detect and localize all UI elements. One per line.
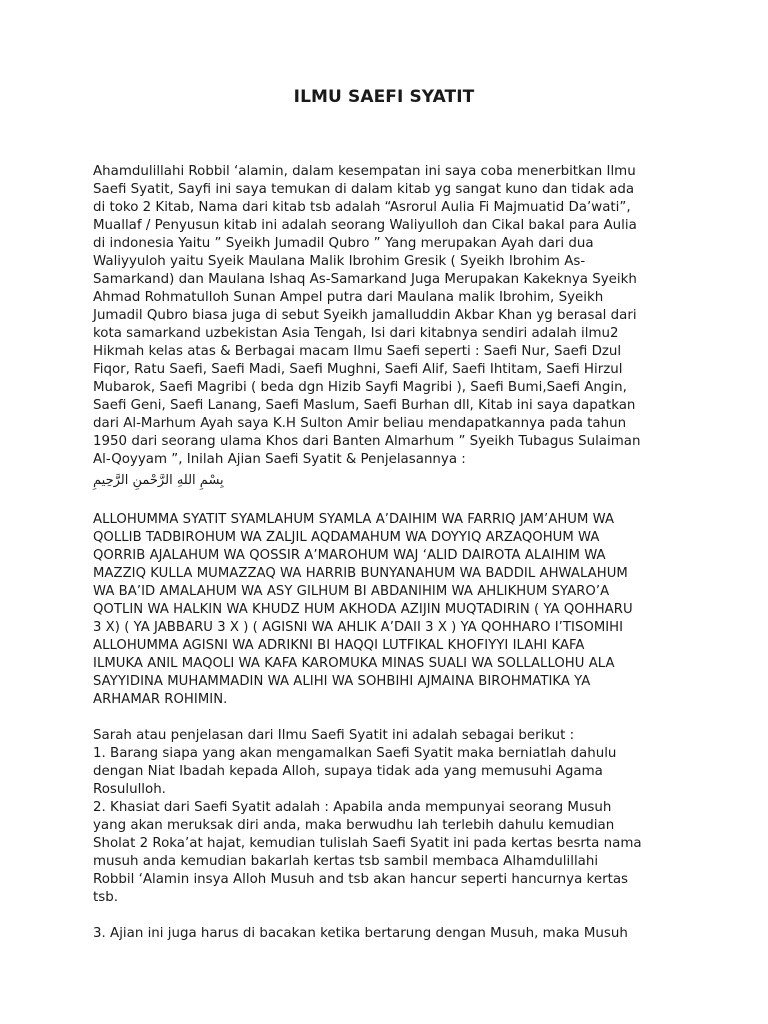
text-line: Sholat 2 Roka’at hajat, kemudian tulislah Saefi Syatit ini pada kertas besrta nama — [93, 836, 642, 851]
text-line: 2. Khasiat dari Saefi Syatit adalah : Apabila anda mempunyai seorang Musuh — [93, 800, 612, 815]
text-line: di toko 2 Kitab, Nama dari kitab tsb adalah “Asrorul Aulia Fi Majmuatid Da’wati”, — [93, 200, 631, 215]
text-line: Mubarok, Saefi Magribi ( beda dgn Hizib Sayfi Magribi ), Saefi Bumi,Saefi Angin, — [93, 380, 627, 395]
text-line: di indonesia Yaitu ” Syeikh Jumadil Qubro ” Yang merupakan Ayah dari dua — [93, 236, 594, 251]
text-line: ALLOHUMMA SYATIT SYAMLAHUM SYAMLA A’DAIHIM WA FARRIQ JAM’AHUM WA — [93, 512, 615, 527]
text-line: Fiqor, Ratu Saefi, Saefi Madi, Saefi Mughni, Saefi Alif, Saefi Ihtitam, Saefi Hirzul — [93, 362, 623, 377]
text-line: dengan Niat Ibadah kepada Alloh, supaya tidak ada yang memusuhi Agama — [93, 764, 603, 779]
text-line: Al-Qoyyam ”, Inilah Ajian Saefi Syatit & Penjelasannya : — [93, 452, 466, 467]
text-line: MAZZIQ KULLA MUMAZZAQ WA HARRIB BUNYANAHUM WA BADDIL AHWALAHUM — [93, 566, 628, 581]
text-line: 3. Ajian ini juga harus di bacakan ketika bertarung dengan Musuh, maka Musuh — [93, 926, 628, 941]
text-line: Samarkand) dan Maulana Ishaq As-Samarkand Juga Merupakan Kakeknya Syeikh — [93, 272, 637, 287]
text-line: Saefi Geni, Saefi Lanang, Saefi Maslum, Saefi Burhan dll, Kitab ini saya dapatkan — [93, 398, 636, 413]
text-line: Ahamdulillahi Robbil ‘alamin, dalam kesempatan ini saya coba menerbitkan Ilmu — [93, 164, 636, 179]
point-3-paragraph — [93, 925, 683, 943]
text-line: WA BA’ID AMALAHUM WA ASY GILHUM BI ABDANIHIM WA AHLIKHUM SYARO’A — [93, 584, 610, 599]
text-line: Jumadil Qubro biasa juga di sebut Syeikh jamalluddin Akbar Khan yg berasal dari — [93, 308, 637, 323]
text-line: ARHAMAR ROHIMIN. — [93, 692, 228, 707]
document-title: ILMU SAEFI SYATIT — [293, 87, 475, 107]
paragraph-gap — [93, 907, 683, 925]
explanation-paragraph — [93, 727, 683, 907]
text-line: SAYYIDINA MUHAMMADIN WA ALIHI WA SOHBIHI AJMAINA BIROHMATIKA YA — [93, 674, 591, 689]
text-line: Sarah atau penjelasan dari Ilmu Saefi Syatit ini adalah sebagai berikut : — [93, 728, 575, 743]
text-line: QOTLIN WA HALKIN WA KHUDZ HUM AKHODA AZIJIN MUQTADIRIN ( YA QOHHARU — [93, 602, 633, 617]
text-line: Waliyyuloh yaitu Syeik Maulana Malik Ibrohim Gresik ( Syeikh Ibrohim As- — [93, 254, 586, 269]
text-line: yang akan meruksak diri anda, maka berwudhu lah terlebih dahulu kemudian — [93, 818, 615, 833]
text-line: 1950 dari seorang ulama Khos dari Banten Almarhum ” Syeikh Tubagus Sulaiman — [93, 434, 641, 449]
paragraph-gap — [93, 709, 683, 727]
text-line: Saefi Syatit, Sayfi ini saya temukan di dalam kitab yg sangat kuno dan tidak ada — [93, 182, 635, 197]
bismillah-arabic: بِسْمِ اللهِ الرَّحْمنِ الرَّحِيمِ — [93, 473, 224, 488]
text-line: Ahmad Rohmatulloh Sunan Ampel putra dari Maulana malik Ibrohim, Syeikh — [93, 290, 604, 305]
text-line: Muallaf / Penyusun kitab ini adalah seorang Waliyulloh dan Cikal bakal para Aulia — [93, 218, 637, 233]
text-line: QOLLIB TADBIROHUM WA ZALJIL AQDAMAHUM WA DOYYIQ ARZAQOHUM WA — [93, 530, 600, 545]
text-line: Hikmah kelas atas & Berbagai macam Ilmu Saefi seperti : Saefi Nur, Saefi Dzul — [93, 344, 622, 359]
text-line: 1. Barang siapa yang akan mengamalkan Saefi Syatit maka berniatlah dahulu — [93, 746, 617, 761]
doa-paragraph — [93, 511, 683, 709]
paragraph-gap — [93, 493, 683, 511]
text-line: dari Al-Marhum Ayah saya K.H Sulton Amir beliau mendapatkannya pada tahun — [93, 416, 627, 431]
text-line: Rosululloh. — [93, 782, 166, 797]
text-line: musuh anda kemudian bakarlah kertas tsb sambil membaca Alhamdulillahi — [93, 854, 599, 869]
text-line: kota samarkand uzbekistan Asia Tengah, Isi dari kitabnya sendiri adalah ilmu2 — [93, 326, 619, 341]
intro-paragraph — [93, 163, 683, 469]
document-body — [93, 163, 683, 943]
text-line: Robbil ‘Alamin insya Alloh Musuh and tsb akan hancur seperti hancurnya kertas — [93, 872, 629, 887]
text-line: QORRIB AJALAHUM WA QOSSIR A’MAROHUM WAJ ‘ALID DAIROTA ALAIHIM WA — [93, 548, 606, 563]
text-line: ILMUKA ANIL MAQOLI WA KAFA KAROMUKA MINAS SUALI WA SOLLALLOHU ALA — [93, 656, 615, 671]
text-line: 3 X) ( YA JABBARU 3 X ) ( AGISNI WA AHLIK A’DAII 3 X ) YA QOHHARO I’TISOMIHI — [93, 620, 624, 635]
text-line: ALLOHUMMA AGISNI WA ADRIKNI BI HAQQI LUTFIKAL KHOFIYYI ILAHI KAFA — [93, 638, 585, 653]
text-line: tsb. — [93, 890, 118, 905]
